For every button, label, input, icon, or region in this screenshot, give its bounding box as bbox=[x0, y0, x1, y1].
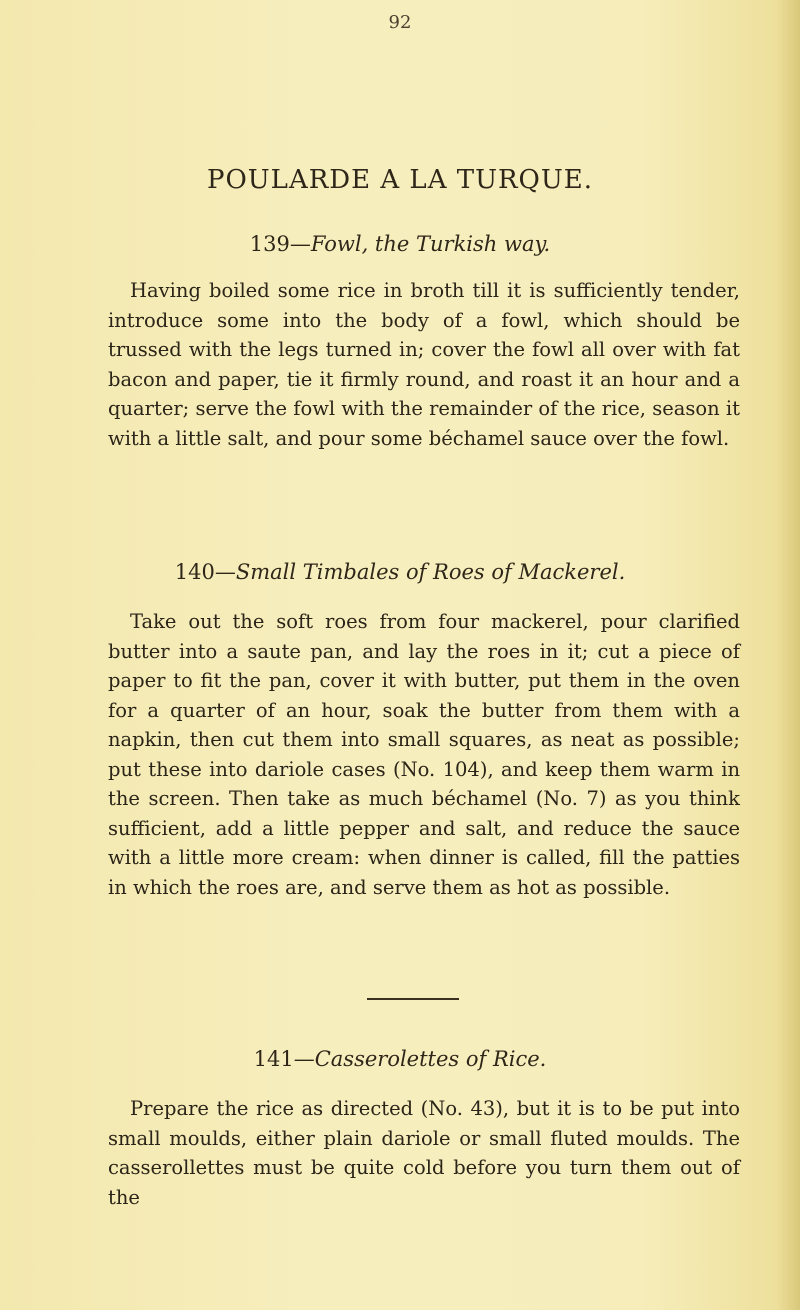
recipe-name: Small Timbales of Roes of Mackerel. bbox=[235, 560, 626, 584]
page-number: 92 bbox=[388, 12, 412, 33]
recipe-text-139: Having boiled some rice in broth till it is sufficiently tender, introduce some into the body of a fowl, which should be trussed with the legs turned in; cover the fowl all over with fat bacon and paper, tie it firmly round, and roast it an hour and a quarter; serve the fowl with the remainder of the rice, season it with a little salt, and pour some béchamel sauce over the fowl. bbox=[108, 279, 740, 450]
recipe-text-140: Take out the soft roes from four mackerel, pour clarified butter into a saute pan, and lay the roes in it; cut a piece of paper to fit the pan, cover it with butter, put them in the oven for a quarter of an hour, soak the butter from them with a napkin, then cut them into small squares, as neat as possible; put these into dariole cases (No. 104), and keep them warm in the screen. Then take as much béchamel (No. 7) as you think sufficient, add a little pepper and salt, and reduce the sauce with a little more cream: when dinner is called, fill the patties in which the roes are, and serve them as hot as possible. bbox=[108, 610, 740, 899]
recipe-number: 139 bbox=[249, 232, 290, 256]
recipe-number: 141 bbox=[253, 1047, 294, 1071]
recipe-heading-140: 140—Small Timbales of Roes of Mackerel. bbox=[174, 560, 626, 584]
recipe-name: Fowl, the Turkish way. bbox=[310, 232, 551, 256]
recipe-heading-139: 139—Fowl, the Turkish way. bbox=[249, 232, 551, 256]
recipe-heading-141: 141—Casserolettes of Rice. bbox=[253, 1047, 547, 1071]
recipe-name: Casserolettes of Rice. bbox=[314, 1047, 547, 1071]
recipe-text-141: Prepare the rice as directed (No. 43), but it is to be put into small moulds, either plain dariole or small fluted moulds. The casserollettes must be quite cold before you turn them out of the bbox=[108, 1097, 740, 1209]
recipe-number: 140 bbox=[174, 560, 215, 584]
section-divider bbox=[367, 998, 459, 1000]
page-title: POULARDE A LA TURQUE. bbox=[206, 165, 594, 195]
